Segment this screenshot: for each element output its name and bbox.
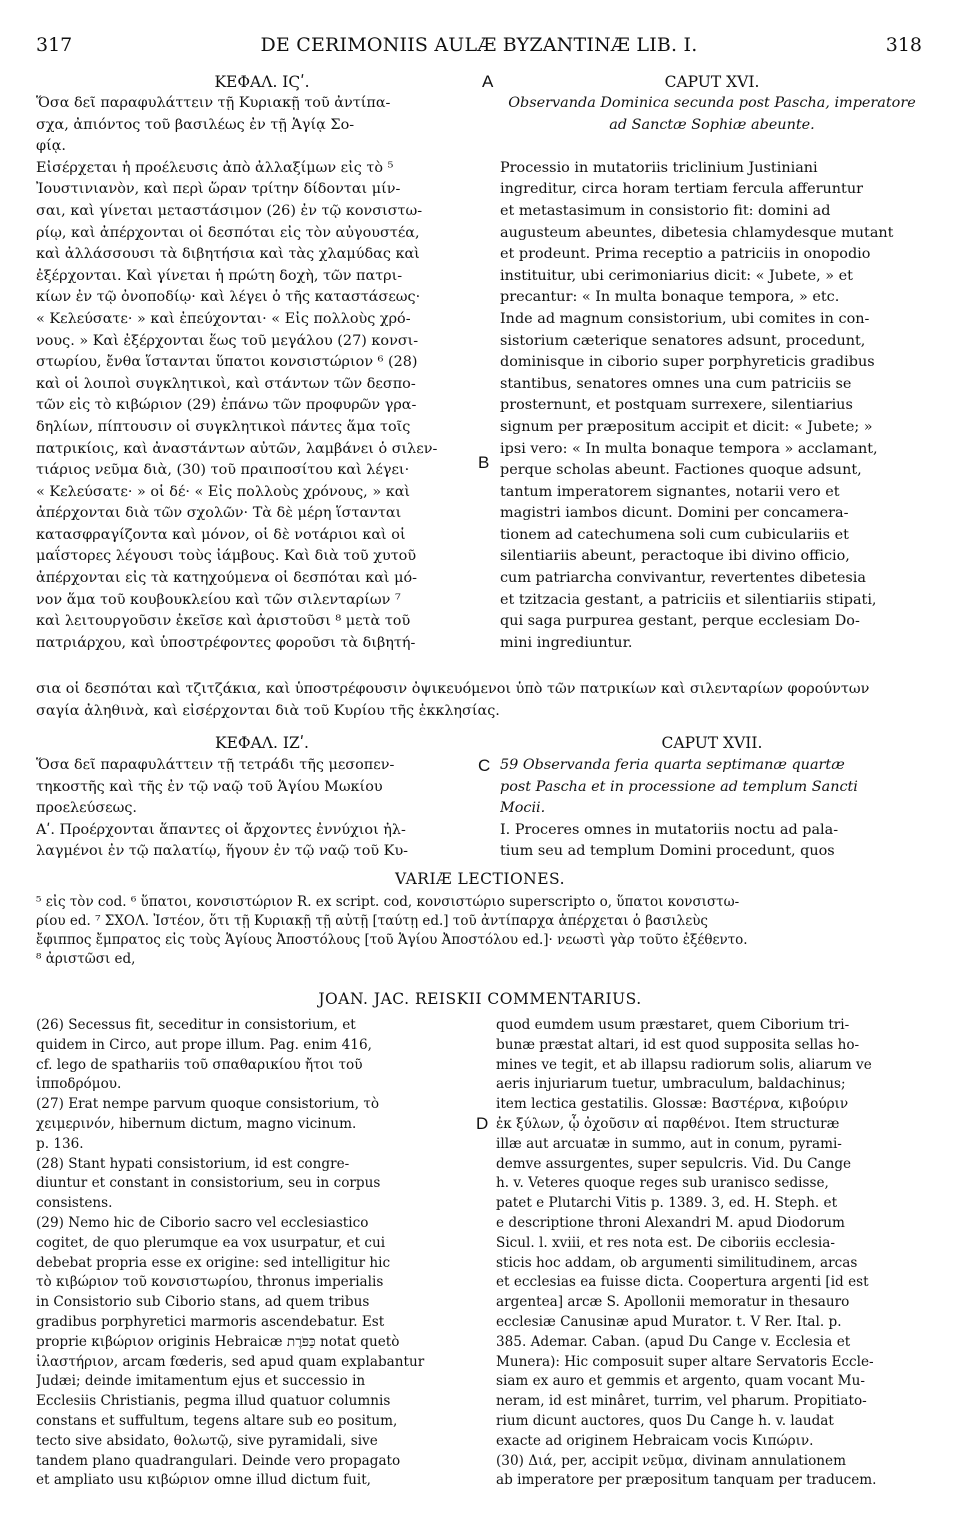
commentary-line: p. 136. <box>36 1135 84 1152</box>
commentary-line: tandem plano quadrangulari. Deinde vero propagato <box>36 1452 401 1469</box>
commentary-line: consistens. <box>36 1195 113 1212</box>
commentary-line: proprie κιβώριον originis Hebraicæ כַּפֹּרֶת notat quetò <box>36 1333 400 1350</box>
text-line: τῶν εἰς τὸ κιβώριον (29) ἐπάνω τῶν προφυρῶν γρα- <box>36 397 417 414</box>
text-line: ἀπέρχονται διὰ τῶν σχολῶν· Τὰ δὲ μέρη ἵστανται <box>36 505 402 522</box>
text-line: πατριάρχου, καὶ ὑποστρέφοντες φοροῦσι τὰ διβητή- <box>36 634 416 651</box>
commentary-line: diuntur et constant in consistorium, seu in corpus <box>36 1175 381 1192</box>
text-line: prosternunt, et postquam surrexere, silentiarius <box>500 397 853 414</box>
commentary-line: 385. Ademar. Caban. (apud Du Cange v. Ecclesia et <box>496 1333 851 1350</box>
text-line: precantur: « In multa bonaque tempora, » etc. <box>500 289 840 306</box>
commentary-line: h. v. Veteres quoque reges sub uranisco sedisse, <box>496 1175 829 1192</box>
greek-chapter-heading-16: ΚΕΦΑΛ. ΙϚʹ. <box>214 73 310 91</box>
text-line: et metastasimum in consistorio fit: domini ad <box>500 202 831 219</box>
text-line: καὶ ἀλλάσσουσι τὰ διβητήσια καὶ τὰς χλαμύδας καὶ <box>36 246 420 263</box>
commentary-line: mines ve tegit, et ab illapsu radiorum solis, aliarum ve <box>496 1056 872 1073</box>
margin-letter-c: C <box>478 756 491 775</box>
latin-subtitle-line: post Pascha et in processione ad templum Sancti <box>500 778 858 795</box>
variae-lectiones-heading: VARIÆ LECTIONES. <box>394 870 566 888</box>
commentary-line: (30) Διά, per, accipit νεῦμα, divinam annulationem <box>496 1452 846 1469</box>
running-header <box>36 34 922 60</box>
variae-lectiones-notes <box>36 893 924 969</box>
text-line: φίᾳ. <box>36 138 67 155</box>
text-line: σαγία ἀληθινὰ, καὶ εἰσέρχονται διὰ τοῦ Κυρίου τῆς ἐκκλησίας. <box>36 702 500 719</box>
commentary-line: neram, id est minâret, turrim, vel pharum. Propitiato- <box>496 1393 867 1410</box>
latin-text-column-16 <box>500 93 924 665</box>
commentary-line: aeris injuriarum tuetur, umbraculum, baldachinus; <box>496 1076 846 1093</box>
commentary-line: sticis hoc addam, ob argumenti similitudinem, arcas <box>496 1254 858 1271</box>
text-line: κίων ἐν τῷ ὀνοποδίῳ· καὶ λέγει ὁ τῆς καταστάσεως· <box>36 289 421 306</box>
commentary-line: ἱπποδρόμου. <box>36 1076 122 1093</box>
note-line: ⁸ ἀριστῶσι ed, <box>36 951 136 967</box>
commentary-heading: JOAN. JAC. REISKII COMMENTARIUS. <box>318 990 642 1008</box>
commentary-line: cf. lego de spathariis τοῦ σπαθαρικίου ἤτοι τοῦ <box>36 1056 363 1073</box>
text-line: σχα, ἀπιόντος τοῦ βασιλέως ἐν τῇ Ἁγίᾳ Σο- <box>36 116 355 133</box>
text-line: ingreditur, circa horam tertiam fercula afferuntur <box>500 181 863 198</box>
text-line: sistorium cæterique senatores adsunt, procedunt, <box>500 332 866 349</box>
note-line: ⁵ εἰς τὸν cod. ⁶ ὕπατοι, κονσιστώριον R. ex script. cod, κονσιστώριο superscripto ο, ὕπατοι κονσιστω- <box>36 894 740 910</box>
commentary-line: demve assurgentes, super sepulcris. Vid. Du Cange <box>496 1155 852 1172</box>
text-line: « Κελεύσατε· » οἱ δέ· « Εἰς πολλοὺς χρόνους, » καὶ <box>36 483 411 500</box>
note-line: ἔφιππος ἔμπρατος εἰς τοὺς Ἁγίους Ἀποστόλους [τοῦ Ἁγίου Ἀποστόλου ed.]· νεωστὶ γὰρ τοῦτο ἐξέθεντο. <box>36 932 748 948</box>
commentary-line: Sicul. l. xviii, et res nota est. De ciboriis ecclesia- <box>496 1234 835 1251</box>
latin-subtitle-line: Mocii. <box>500 800 546 817</box>
text-line: instituitur, ubi cerimoniarius dicit: « Jubete, » et <box>500 267 853 284</box>
commentary-line: Munera): Hic composuit super altare Servatoris Eccle- <box>496 1353 874 1370</box>
greek-full-width-text <box>36 679 924 723</box>
text-line: mini ingrediuntur. <box>500 634 633 651</box>
commentary-line: (28) Stant hypati consistorium, id est congre- <box>36 1155 350 1172</box>
text-line: magistri iambos dicunt. Domini per concamera- <box>500 505 849 522</box>
text-line: Ἰουστινιανὸν, καὶ περὶ ὥραν τρίτην δίδονται μίν- <box>36 181 401 198</box>
commentary-line: et ecclesias ea fuisse dicta. Coopertura argenti [id est <box>496 1274 869 1291</box>
commentary-line: gradibus porphyretici marmoris ascendebatur. Est <box>36 1313 385 1330</box>
latin-subtitle-line: 59 Observanda feria quarta septimanæ quartæ <box>500 757 845 773</box>
commentary-line: argentea] arcæ S. Apollonii memoratur in thesauro <box>496 1294 850 1311</box>
commentary-left-column <box>36 1016 482 1496</box>
latin-text-column-17 <box>500 755 924 865</box>
text-line: δηλίων, πίπτουσιν οἱ συγκλητικοὶ πάντες ἅμα τοῖς <box>36 418 411 435</box>
commentary-line: Judæi; deinde imitamentum ejus et successio in <box>36 1373 366 1390</box>
commentary-line: (29) Nemo hic de Ciborio sacro vel ecclesiastico <box>36 1214 369 1231</box>
commentary-line: χειμερινόν, hibernum dictum, magno vicinum. <box>36 1115 357 1132</box>
text-line: et tzitzacia gestant, a patriciis et silentiariis stipati, <box>500 591 877 608</box>
text-line: Inde ad magnum consistorium, ubi comites in con- <box>500 310 870 327</box>
commentary-line: quod eumdem usum præstaret, quem Ciborium tri- <box>496 1017 850 1033</box>
greek-text-column-17 <box>36 755 491 865</box>
text-line: et prodeunt. Prima receptio a patriciis in onopodio <box>500 246 871 263</box>
text-line: σαι, καὶ γίνεται μεταστάσιμον (26) ἐν τῷ κονσιστω- <box>36 202 423 219</box>
latin-chapter-heading-16: CAPUT XVI. <box>664 73 760 91</box>
commentary-line: (27) Erat nempe parvum quoque consistorium, τὸ <box>36 1096 380 1113</box>
commentary-line: τὸ κιβώριον τοῦ κονσιστωρίου, thronus imperialis <box>36 1274 384 1291</box>
text-line: tionem ad catechumena soli cum cubiculariis et <box>500 526 849 543</box>
commentary-line: debebat propria esse ex origine: sed intelligitur hic <box>36 1254 391 1271</box>
page-number-right: 318 <box>885 34 922 56</box>
commentary-line: et ampliato usu κιβώριον omne illud dictum fuit, <box>36 1472 371 1489</box>
text-line: Processio in mutatoriis triclinium Justiniani <box>500 159 818 176</box>
commentary-line: in Consistorio sub Ciborio stans, ad quem tribus <box>36 1294 370 1311</box>
margin-letter-b: B <box>478 453 490 472</box>
text-line: Αʹ. Προέρχονται ἅπαντες οἱ ἄρχοντες ἐννύχιοι ἠλ- <box>36 821 406 838</box>
text-line: ἐξέρχονται. Καὶ γίνεται ἡ πρώτη δοχὴ, τῶν πατρι- <box>36 267 403 284</box>
margin-letter-a: A <box>482 72 494 91</box>
text-line: tium seu ad templum Domini procedunt, quos <box>500 843 835 860</box>
text-line: cum patriarcha convivantur, revertentes dibetesia <box>500 570 866 587</box>
text-line: Ὅσα δεῖ παραφυλάττειν τῇ Κυριακῇ τοῦ ἀντίπα- <box>36 95 391 111</box>
text-line: I. Proceres omnes in mutatoriis noctu ad pala- <box>500 821 839 838</box>
commentary-line: quidem in Circo, aut prope illum. Pag. enim 416, <box>36 1036 372 1053</box>
text-line: tantum imperatorem signantes, notarii vero et <box>500 483 840 500</box>
text-line: ipsi vero: « In multa bonaque tempora » acclamant, <box>500 440 878 457</box>
greek-text-column-16 <box>36 93 488 665</box>
text-line: προελεύσεως. <box>36 800 138 817</box>
commentary-line: (26) Secessus fit, seceditur in consistorium, et <box>36 1017 356 1033</box>
text-line: καὶ λειτουργοῦσιν ἐκεῖσε καὶ ἀριστοῦσι ⁸ μετὰ τοῦ <box>36 613 411 630</box>
text-line: ἀπέρχονται εἰς τὰ κατηχούμενα οἱ δεσπόται καὶ μό- <box>36 570 418 587</box>
commentary-line: Ecclesiis Christianis, pegma illud quatuor columnis <box>36 1393 391 1410</box>
note-line: ρίου ed. ⁷ ΣΧΟΛ. Ἰστέον, ὅτι τῇ Κυριακῇ τῇ αὐτῇ [ταύτῃ ed.] τοῦ ἀντίπαρχα ἀπέρχεται ὁ βασιλεὺς <box>36 913 708 929</box>
text-line: signum per præpositum accipit et dicit: « Jubete; » <box>500 418 873 435</box>
text-line <box>500 136 924 158</box>
text-line: perque scholas abeunt. Factiones quoque adsunt, <box>500 462 862 479</box>
text-line: silentiariis abeunt, peractoque ibi divino officio, <box>500 548 850 565</box>
text-line: λαγμένοι ἐν τῷ παλατίῳ, ἥγουν ἐν τῷ ναῷ τοῦ Κυ- <box>36 843 409 860</box>
text-line: qui saga purpurea gestant, perque ecclesiam Do- <box>500 613 860 630</box>
text-line: καὶ οἱ λοιποὶ συγκλητικοὶ, καὶ στάντων τῶν δεσπο- <box>36 375 416 392</box>
commentary-line: tecto sive absidato, θολωτῷ, sive pyramidali, sive <box>36 1432 378 1449</box>
latin-subtitle-line: Observanda Dominica secunda post Pascha, imperatore <box>508 95 916 111</box>
text-line: Ὅσα δεῖ παραφυλάττειν τῇ τετράδι τῆς μεσοπεν- <box>36 757 395 773</box>
commentary-line: ἱλαστήριον, arcam fœderis, sed apud quam explabantur <box>36 1353 425 1370</box>
commentary-right-column <box>496 1016 924 1496</box>
commentary-line: exacte ad originem Hebraicam vocis Κιπώριν. <box>496 1432 814 1449</box>
text-line: νους. » Καὶ ἐξέρχονται ἕως τοῦ μεγάλου (27) κονσι- <box>36 332 419 349</box>
text-line: μαΐστορες λέγουσι τοὺς ἰάμβους. Καὶ διὰ τοῦ χυτοῦ <box>36 548 417 565</box>
text-line: « Κελεύσατε· » καὶ ἐπεύχονται· « Εἰς πολλοὺς χρό- <box>36 310 411 327</box>
commentary-line: ab imperatore per præpositum tanquam per traducem. <box>496 1472 877 1489</box>
latin-chapter-heading-17: CAPUT XVII. <box>661 734 763 752</box>
commentary-line: siam ex auro et gemmis et argento, quam vocant Mu- <box>496 1373 865 1390</box>
commentary-line: patet e Plutarchi Vitis p. 1389. 3, ed. H. Steph. et <box>496 1195 838 1212</box>
commentary-line: item lectica gestatilis. Glossæ: Βαστέρνα, κιβούριν <box>496 1096 849 1113</box>
text-line: augusteum abeuntes, dibetesia chlamydesque mutant <box>500 224 894 241</box>
text-line: κατασφραγίζοντα καὶ μόνον, οἱ δὲ νοτάριοι καὶ οἱ <box>36 526 406 543</box>
commentary-line: ἐκ ξύλων, ᾧ ὀχοῦσιν αἱ παρθένοι. Item structuræ <box>496 1115 840 1132</box>
text-line: σια οἱ δεσπόται καὶ τζιτζάκια, καὶ ὑποστρέφουσιν ὀψικευόμενοι ὑπὸ τῶν πατρικίων καὶ σιλενταρίων φορούντων <box>36 681 870 697</box>
text-line: ρίῳ, καὶ ἀπέρχονται οἱ δεσπόται εἰς τὸν αὐγουστέα, <box>36 224 420 241</box>
commentary-line: e descriptione throni Alexandri M. apud Diodorum <box>496 1214 845 1231</box>
commentary-line: cogitet, de quo plerumque ea vox usurpatur, et cui <box>36 1234 386 1251</box>
text-line: νον ἅμα τοῦ κουβουκλείου καὶ τῶν σιλενταρίων ⁷ <box>36 591 401 608</box>
commentary-line: rium dicunt auctores, quos Du Cange h. v. laudat <box>496 1412 834 1429</box>
running-title: DE CERIMONIIS AULÆ BYZANTINÆ LIB. I. <box>260 34 698 56</box>
text-line: τηκοστῆς καὶ τῆς ἐν τῷ ναῷ τοῦ Ἁγίου Μωκίου <box>36 778 383 795</box>
commentary-line: illæ aut arcuatæ in summo, aut in conum, pyrami- <box>496 1135 842 1152</box>
text-line: στωρίου, ἔνθα ἵστανται ὕπατοι κονσιστώριον ⁶ (28) <box>36 354 418 371</box>
page-number-left: 317 <box>36 34 73 56</box>
commentary-line: bunæ præstat altari, id est quod supposita sellas ho- <box>496 1036 860 1053</box>
commentary-line: ecclesiæ Canusinæ apud Murator. t. V Rer. Ital. p. <box>496 1313 842 1330</box>
text-line: stantibus, senatores omnes una cum patriciis se <box>500 375 852 392</box>
text-line: πατρικίοις, καὶ ἀναστάντων αὐτῶν, λαμβάνει ὁ σιλεν- <box>36 440 438 457</box>
greek-chapter-heading-17: ΚΕΦΑΛ. ΙΖʹ. <box>215 734 309 752</box>
margin-letter-d: D <box>476 1114 489 1133</box>
text-line: Εἰσέρχεται ἡ προέλευσις ἀπὸ ἀλλαξίμων εἰς τὸ ⁵ <box>36 159 394 176</box>
text-line: τιάριος νεῦμα διὰ, (30) τοῦ πραιποσίτου καὶ λέγει· <box>36 462 410 479</box>
latin-subtitle-line: ad Sanctæ Sophiæ abeunte. <box>609 116 815 133</box>
text-line: dominisque in ciborio super porphyreticis gradibus <box>500 354 875 371</box>
commentary-line: constans et suffultum, tegens altare sub eo positum, <box>36 1412 398 1429</box>
